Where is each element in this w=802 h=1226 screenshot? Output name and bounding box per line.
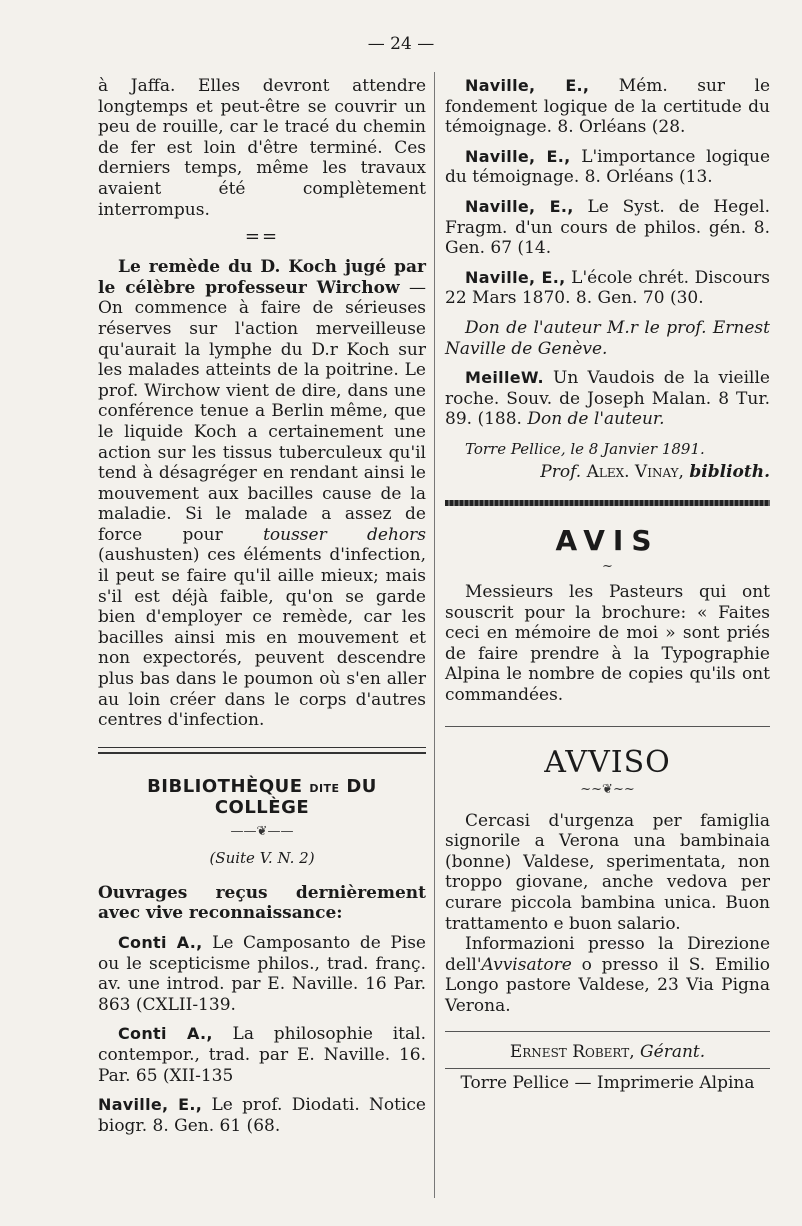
bibliotheque-heading-a: BIBLIOTHÈQUE [147, 775, 303, 797]
book-details: Un Vaudois de la vieille roche. Souv. de Joseph Malan. 8 Tur. 89. (188. [445, 368, 770, 430]
book-author: Naville, E., [465, 196, 574, 216]
book-author: Naville, E., [465, 267, 566, 287]
signature-prof: Prof. [540, 461, 582, 482]
bibliotheque-heading-b: DITE [309, 781, 340, 795]
heavy-rule [445, 500, 770, 506]
page-number: — 24 — [367, 34, 435, 54]
right-column [445, 76, 770, 1094]
koch-article-title: Le remède du D. Koch jugé par le célèbre professeur Wirchow [98, 257, 426, 298]
book-entry [445, 197, 770, 259]
book-entry [445, 368, 770, 430]
thin-rule [445, 1068, 770, 1069]
column-divider [434, 72, 435, 1198]
book-details: La philosophie ital. contempor., trad. par E. Naville. 16. Par. 65 (XII-135 [98, 1024, 426, 1086]
gerant-line [445, 1042, 770, 1063]
avviso-ornament: ~~❦~~ [580, 781, 635, 797]
ouvrages-heading: Ouvrages reçus dernièrement avec vive reconnaissance: [98, 882, 426, 924]
book-entry [98, 933, 426, 1015]
double-rule [98, 747, 426, 754]
book-entry [445, 147, 770, 188]
book-author: Conti A., [118, 933, 203, 952]
thin-rule [445, 726, 770, 727]
avis-mark: ~ [602, 559, 613, 575]
book-details: L'école chrét. Discours 22 Mars 1870. 8. Gen. 70 (30. [445, 267, 770, 309]
book-details: Mém. sur le fondement logique de la certitude du témoignage. 8. Orléans (28. [445, 76, 771, 138]
thin-rule [445, 1031, 770, 1032]
signature-name: Alex. Vinay, [586, 461, 684, 482]
dateline: Torre Pellice, le 8 Janvier 1891. [465, 439, 705, 458]
left-column [98, 76, 426, 1145]
avviso-text-2 [445, 934, 770, 1016]
avviso-text-1: Cercasi d'urgenza per famiglia signorile a Verona una bambinaia (bonne) Valdese, sperimentata, non troppo giovane, anche vedova per curare piccola bambina unica. Buon trattamento e buon salario. [445, 810, 770, 934]
book-entry [98, 1095, 426, 1136]
avviso-text-2b: o presso il S. Emilio Longo pastore Valdese, 23 Via Pigna Verona. [445, 954, 770, 1016]
book-author: Naville, E., [465, 146, 571, 166]
imprint-line: Torre Pellice — Imprimerie Alpina [460, 1073, 755, 1094]
book-author: MeilleW. [465, 368, 544, 388]
signature-role: biblioth. [689, 461, 770, 482]
avviso-heading: AVVISO [544, 744, 671, 780]
book-details: Le Syst. de Hegel. Fragm. d'un cours de philos. gén. 8. Gen. 67 (14. [445, 196, 770, 259]
avviso-text-2a: Informazioni presso la Direzione dell' [445, 934, 770, 975]
book-entry [445, 268, 770, 309]
avviso-italic: Avvisatore [481, 954, 572, 975]
koch-article [98, 257, 426, 731]
donation-note: Don de l'auteur M.r le prof. Ernest Naville de Genève. [445, 317, 770, 359]
suite-note: (Suite V. N. 2) [209, 848, 315, 867]
koch-article-text-2: (aushusten) ces éléments d'infection, il peut se faire qu'il aille mieux; mais s'il est déjà faible, qu'on se garde bien d'employer ce remède, car les bacilles ainsi mis en mouvement et non expectorés, peuvent descendre plus bas dans le poumon où s'en aller au loin créer dans le corps d'autres centres d'infection. [98, 545, 426, 731]
bibliotheque-heading-c: DU COLLÈGE [214, 775, 377, 818]
signature [445, 462, 770, 483]
book-author: Naville, E., [465, 76, 590, 95]
bibliotheque-heading [98, 776, 426, 818]
book-details: L'importance logique du témoignage. 8. Orléans (13. [445, 146, 771, 188]
jaffa-paragraph: à Jaffa. Elles devront attendre longtemps et peut-être se couvrir un peu de rouille, car le tracé du chemin de fer est loin d'être terminé. Ces derniers temps, même les travaux avaient été complètement interrompus. [98, 76, 426, 220]
book-details: Le prof. Diodati. Notice biogr. 8. Gen. 61 (68. [98, 1095, 426, 1136]
heading-ornament: ——❦—— [230, 823, 294, 839]
koch-article-italic: tousser dehors [263, 524, 426, 545]
book-details: Le Camposanto de Pise ou le scepticisme philos., trad. franç. av. une introd. par E. Naville. 16 Par. 863 (CXLII-139. [98, 933, 426, 1015]
avis-heading: AVIS [555, 524, 660, 558]
koch-article-text-1: — On commence à faire de sérieuses réserves sur l'action merveilleuse qu'aurait la lymphe du D.r Koch sur les malades atteints de la poitrine. Le prof. Wirchow vient de dire, dans une conférence tenue a Berlin même, que le liquide Koch a certainement une action sur les tissus tuberculeux qu'il tend à désagréger en rendant ainsi le mouvement aux bacilles cause de la maladie. Si le malade a assez de force pour [98, 277, 427, 545]
avis-text: Messieurs les Pasteurs qui ont souscrit pour la brochure: « Faites ceci en mémoire de moi » sont priés de faire prendre à la Typographie Alpina le nombre de copies qu'ils ont commandées. [445, 582, 770, 706]
gerant-name: Ernest Robert, [509, 1041, 635, 1062]
donation-note-inline: Don de l'auteur. [527, 409, 665, 430]
section-separator: == [244, 226, 280, 248]
book-entry [98, 1024, 426, 1086]
book-author: Naville, E., [98, 1095, 203, 1115]
gerant-role: Gérant. [640, 1041, 706, 1062]
book-entry [445, 76, 770, 138]
book-author: Conti A., [118, 1024, 213, 1044]
